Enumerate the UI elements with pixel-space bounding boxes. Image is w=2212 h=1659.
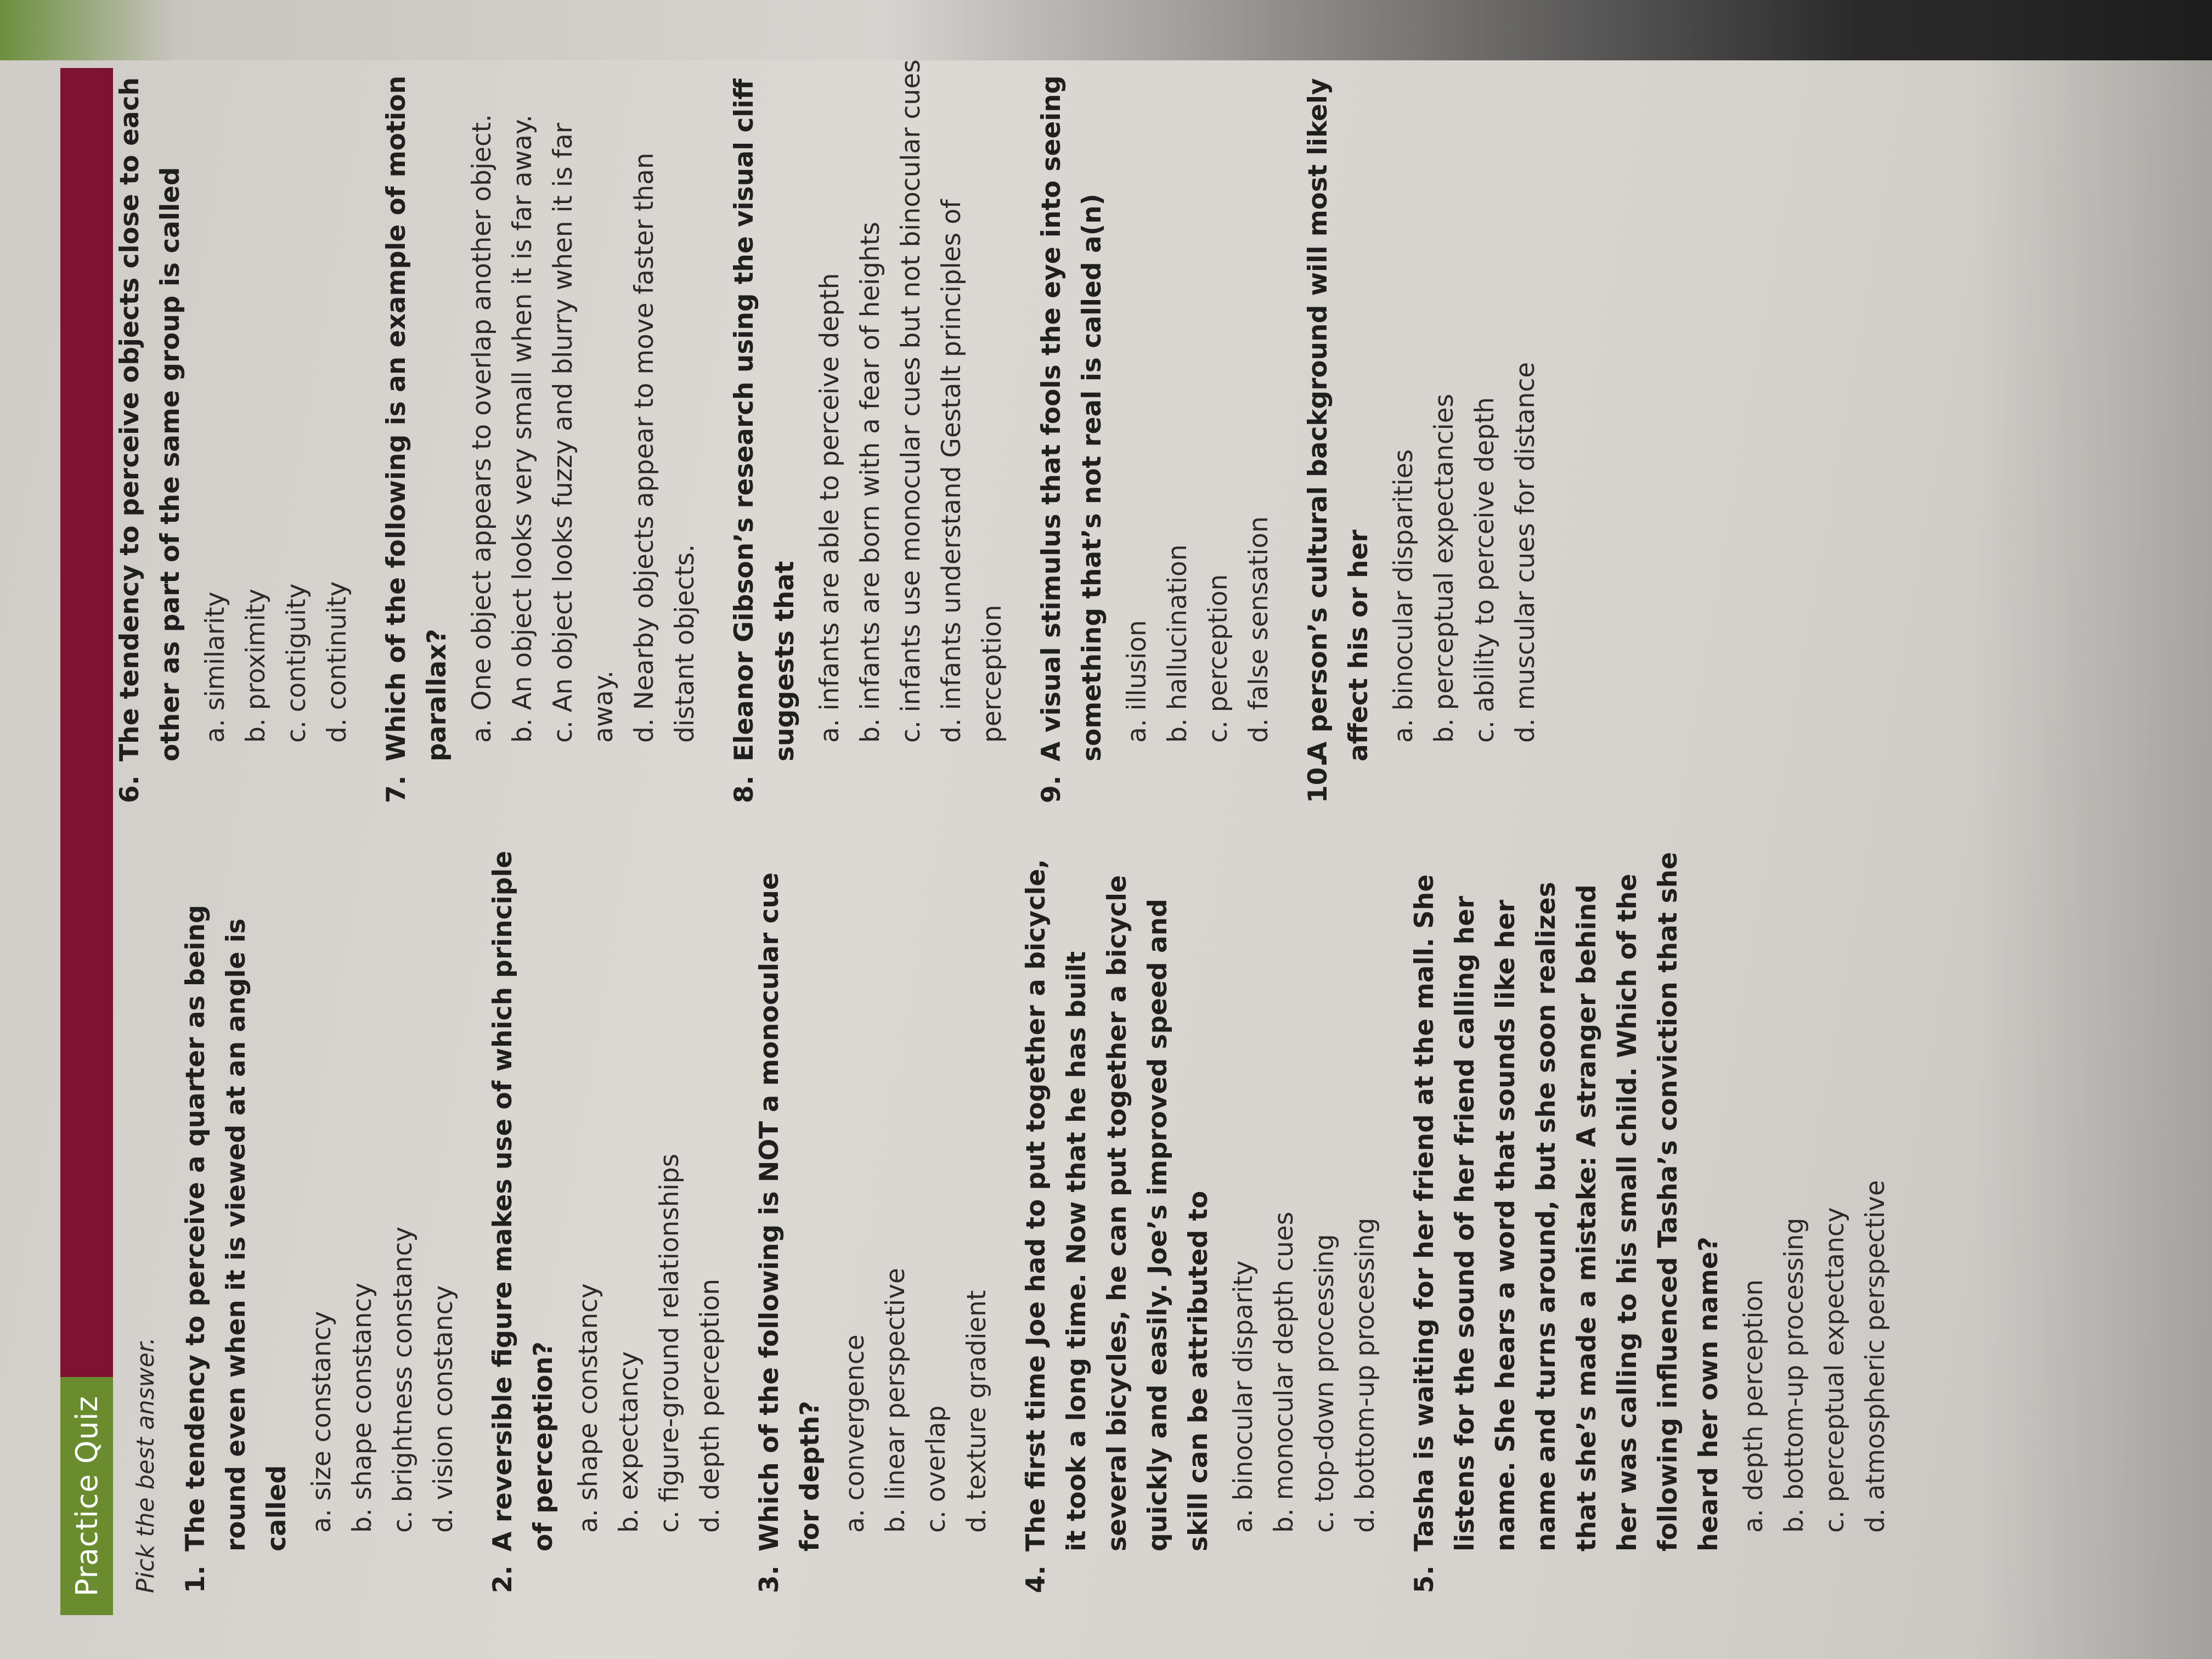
- question-number: 6.: [115, 775, 145, 803]
- header-bar: [60, 68, 113, 1377]
- answer-option: d. depth perception: [695, 1278, 725, 1533]
- answer-option: b. perceptual expectancies: [1429, 393, 1459, 743]
- answer-option: a. binocular disparities: [1389, 449, 1419, 743]
- answer-options: [195, 57, 358, 803]
- question-prompt: [176, 847, 297, 1593]
- question-column-right: [110, 57, 1565, 803]
- question-text: A person’s cultural background will most likely affect his or her: [1303, 78, 1374, 761]
- answer-option: c. perceptual expectancy: [1820, 1207, 1850, 1533]
- question-text: The first time Joe had to put together a bicycle, it took a long time. Now that he has built several bicycles, he can put together a bicycle quickly and easily. Joe’s improved speed and skill can be attributed to: [1021, 859, 1214, 1551]
- answer-option: b. bottom-up processing: [1779, 1217, 1809, 1533]
- answer-options: [1223, 847, 1386, 1593]
- question-text: Tasha is waiting for her friend at the mall. She listens for the sound of her friend calling her name. She hears a word that sounds like her name and turns around, but she soon realizes that she’s made a mistake: A stranger behind her was calling to his small child. Which of the following influenced Tasha’s conviction that she heard her own name?: [1409, 852, 1724, 1551]
- question-text: A visual stimulus that fools the eye into seeing something that’s not real is called a(n): [1036, 75, 1107, 761]
- answer-option: c. overlap: [921, 1405, 951, 1533]
- question-number: 4.: [1021, 1565, 1051, 1593]
- question-text: Which of the following is an example of motion parallax?: [381, 75, 452, 761]
- answer-options: [462, 57, 706, 803]
- question-number: 8.: [729, 775, 759, 803]
- question-number: 1.: [180, 1565, 211, 1593]
- question-prompt: [1016, 847, 1219, 1593]
- answer-option: b. linear perspective: [881, 1268, 911, 1533]
- question-number: 10.: [1303, 757, 1333, 803]
- answer-options: [568, 847, 731, 1593]
- question-prompt: [749, 847, 831, 1593]
- question-text: Which of the following is NOT a monocular cue for depth?: [754, 872, 825, 1551]
- question-5: [1404, 847, 1896, 1593]
- question-6: [110, 57, 358, 803]
- answer-option: a. depth perception: [1739, 1279, 1769, 1533]
- answer-option: c. ability to perceive depth: [1470, 397, 1500, 743]
- answer-options: [302, 847, 464, 1593]
- answer-option: c. perception: [1203, 574, 1233, 743]
- question-prompt: [1298, 57, 1379, 803]
- answer-option: a. binocular disparity: [1228, 1260, 1259, 1533]
- question-number: 7.: [381, 775, 411, 803]
- question-prompt: [376, 57, 458, 803]
- question-number: 5.: [1409, 1565, 1440, 1593]
- question-text: A reversible figure makes use of which principle of perception?: [488, 850, 558, 1551]
- answer-option: b. infants are born with a fear of heights: [855, 222, 885, 743]
- answer-option: d. vision constancy: [428, 1285, 459, 1533]
- question-text: The tendency to perceive objects close to each other as part of the same group is called: [115, 77, 185, 761]
- quiz-title: Practice Quiz: [60, 1377, 113, 1615]
- answer-option: d. continuity: [322, 581, 352, 743]
- answer-option: b. shape constancy: [347, 1282, 377, 1533]
- answer-option: b. hallucination: [1163, 544, 1193, 743]
- answer-option: c. brightness constancy: [388, 1226, 418, 1533]
- question-1: [176, 847, 464, 1593]
- question-9: [1031, 57, 1279, 803]
- question-number: 3.: [754, 1565, 785, 1593]
- answer-options: [835, 847, 997, 1593]
- quiz-header: [60, 68, 113, 1615]
- answer-option: b. monocular depth cues: [1269, 1211, 1299, 1533]
- question-8: [724, 57, 1013, 803]
- question-3: [749, 847, 997, 1593]
- question-10: [1298, 57, 1546, 803]
- answer-option: a. similarity: [200, 591, 230, 743]
- question-text: Eleanor Gibson’s research using the visual cliff suggests that: [729, 78, 800, 761]
- question-prompt: [1404, 847, 1729, 1593]
- answer-option: c. figure-ground relationships: [654, 1153, 685, 1533]
- question-prompt: [110, 57, 191, 803]
- question-prompt: [724, 57, 805, 803]
- answer-option: d. Nearby objects appear to move faster than distant objects.: [629, 153, 700, 743]
- answer-option: b. An object looks very small when it is far away.: [507, 114, 538, 743]
- question-number: 2.: [488, 1565, 518, 1593]
- answer-option: a. convergence: [840, 1334, 870, 1533]
- answer-options: [810, 57, 1013, 803]
- answer-option: c. An object looks fuzzy and blurry when it is far away.: [548, 122, 619, 743]
- answer-option: a. illusion: [1122, 620, 1152, 743]
- answer-option: c. infants use monocular cues but not binocular cues: [896, 59, 926, 743]
- question-7: [376, 57, 706, 803]
- answer-options: [1734, 847, 1896, 1593]
- question-4: [1016, 847, 1386, 1593]
- answer-options: [1117, 57, 1279, 803]
- question-prompt: [1031, 57, 1113, 803]
- answer-option: b. proximity: [241, 588, 271, 743]
- answer-option: d. texture gradient: [962, 1290, 992, 1533]
- answer-option: c. top-down processing: [1310, 1234, 1340, 1533]
- answer-option: a. One object appears to overlap another object.: [467, 114, 497, 743]
- question-column-left: [176, 847, 1915, 1593]
- answer-option: a. size constancy: [307, 1311, 337, 1533]
- answer-options: [1384, 57, 1546, 803]
- question-number: 9.: [1036, 775, 1066, 803]
- answer-option: a. shape constancy: [573, 1283, 603, 1533]
- answer-option: c. contiguity: [281, 583, 312, 743]
- answer-option: d. atmospheric perspective: [1860, 1180, 1891, 1533]
- answer-option: d. infants understand Gestalt principles of perception: [936, 199, 1007, 743]
- answer-option: d. false sensation: [1244, 516, 1274, 743]
- question-2: [483, 847, 731, 1593]
- question-prompt: [483, 847, 564, 1593]
- question-text: The tendency to perceive a quarter as being round even when it is viewed at an angle is called: [180, 905, 292, 1551]
- answer-option: a. infants are able to perceive depth: [815, 273, 845, 743]
- answer-option: d. muscular cues for distance: [1510, 362, 1541, 743]
- answer-option: d. bottom-up processing: [1350, 1217, 1380, 1533]
- quiz-instructions: Pick the best answer.: [132, 1337, 160, 1593]
- answer-option: b. expectancy: [614, 1351, 644, 1533]
